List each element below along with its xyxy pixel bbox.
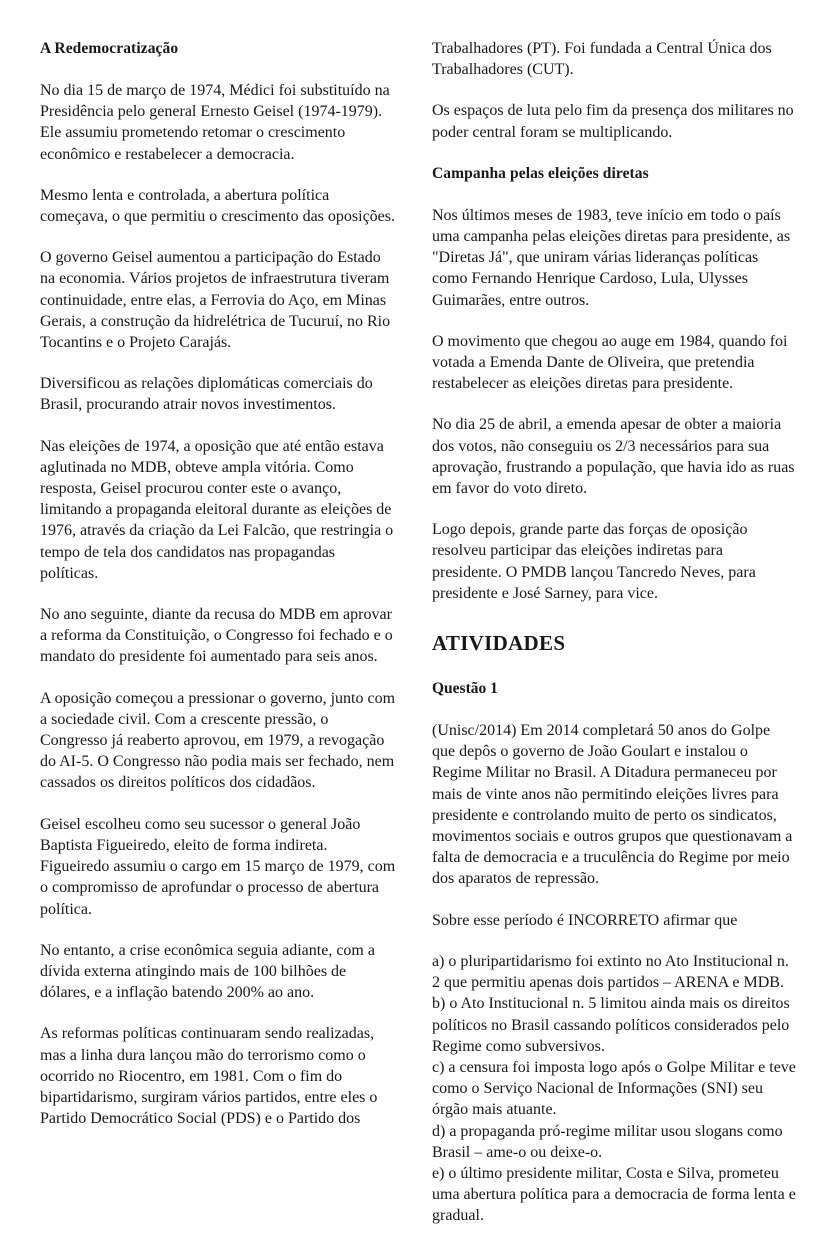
paragraph: No dia 25 de abril, a emenda apesar de obter a maioria dos votos, não conseguiu os 2/3 necessários para sua aprovação, frustrando a população, que havia ido as ruas em favor do voto direto.	[432, 416, 795, 498]
paragraph: No entanto, a crise econômica seguia adiante, com a dívida externa atingindo mais de 100 bilhões de dólares, e a inflação batendo 200% ao ano.	[40, 941, 375, 1002]
paragraph: Os espaços de luta pelo fim da presença dos militares no poder central foram se multiplicando.	[432, 102, 794, 141]
answer-option-a[interactable]: a) o pluripartidarismo foi extinto no Ato Institucional n. 2 que permitiu apenas dois partidos – ARENA e MDB.	[432, 952, 789, 992]
campaign-section-heading: Campanha pelas eleições diretas	[432, 164, 649, 182]
page-title: A Redemocratização	[40, 40, 179, 57]
answer-option-d[interactable]: d) a propaganda pró-regime militar usou slogans como Brasil – ame-o ou deixe-o.	[432, 1122, 783, 1161]
paragraph: No dia 15 de março de 1974, Médici foi substituído na Presidência pelo general Ernesto Geisel (1974-1979). Ele assumiu prometendo retomar o crescimento econômico e restabelecer a democracia.	[40, 82, 390, 163]
question-statement: (Unisc/2014) Em 2014 completará 50 anos do Golpe que depôs o governo de João Goulart e instalou o Regime Militar no Brasil. A Ditadura permaneceu por mais de vinte anos não permitindo eleições livres para presidente e controlando muito de perto os sindicatos, movimentos sociais e outros grupos que questionavam a falta de democracia e a truculência do Regime por meio dos aparatos de repressão.	[432, 722, 793, 888]
paragraph: Trabalhadores (PT). Foi fundada a Central Única dos Trabalhadores (CUT).	[432, 40, 772, 79]
paragraph: As reformas políticas continuaram sendo realizadas, mas a linha dura lançou mão do terrorismo como o ocorrido no Riocentro, em 1981. Com o fim do bipartidarismo, surgiram vários partidos, entre eles o Partido Democrático Social (PDS) e o Partido dos	[40, 1025, 378, 1128]
two-column-layout	[40, 38, 796, 1225]
paragraph: Logo depois, grande parte das forças de oposição resolveu participar das eleições indiretas para presidente. O PMDB lançou Tancredo Neves, para presidente e José Sarney, para vice.	[432, 521, 756, 602]
paragraph: O movimento que chegou ao auge em 1984, quando foi votada a Emenda Dante de Oliveira, que pretendia restabelecer as eleições diretas para presidente.	[432, 332, 788, 393]
paragraph: A oposição começou a pressionar o governo, junto com a sociedade civil. Com a crescente pressão, o Congresso já reaberto aprovou, em 1979, a revogação do AI-5. O Congresso não podia mais ser fechado, nem cassados os direitos políticos dos cidadãos.	[40, 689, 396, 792]
answer-option-e[interactable]: e) o último presidente militar, Costa e Silva, prometeu uma abertura política para a democracia de forma lenta e gradual.	[432, 1164, 796, 1225]
left-column	[40, 38, 396, 1129]
paragraph: O governo Geisel aumentou a participação do Estado na economia. Vários projetos de infraestrutura tiveram continuidade, entre elas, a Ferrovia do Aço, em Minas Gerais, a construção da hidrelétrica de Tucuruí, no Rio Tocantins e o Projeto Carajás.	[40, 249, 391, 352]
answer-options-list	[432, 951, 796, 1227]
question-instruction: Sobre esse período é INCORRETO afirmar que	[432, 911, 738, 929]
paragraph: Mesmo lenta e controlada, a abertura política começava, o que permitiu o crescimento das oposições.	[40, 186, 395, 226]
paragraph: Geisel escolheu como seu sucessor o general João Baptista Figueiredo, eleito de forma indireta. Figueiredo assumiu o cargo em 15 março de 1979, com o compromisso de aprofundar o processo de abertura política.	[40, 815, 396, 918]
paragraph: No ano seguinte, diante da recusa do MDB em aprovar a reforma da Constituição, o Congresso foi fechado e o mandato do presidente foi aumentado para seis anos.	[40, 606, 393, 666]
answer-option-c[interactable]: c) a censura foi imposta logo após o Golpe Militar e teve como o Serviço Nacional de Informações (SNI) seu órgão mais atuante.	[432, 1058, 796, 1119]
answer-option-b[interactable]: b) o Ato Institucional n. 5 limitou ainda mais os direitos políticos no Brasil cassando políticos considerados pelo Regime como subversivos.	[432, 995, 790, 1055]
right-column	[432, 38, 796, 1247]
paragraph: Nos últimos meses de 1983, teve início em todo o país uma campanha pelas eleições diretas para presidente, as "Diretas Já", que uniram várias lideranças políticas como Fernando Henrique Cardoso, Lula, Ulysses Guimarães, entre outros.	[432, 206, 791, 309]
paragraph: Nas eleições de 1974, a oposição que até então estava aglutinada no MDB, obteve ampla vitória. Como resposta, Geisel procurou conter este o avanço, limitando a propaganda eleitoral durante as eleições de 1976, através da criação da Lei Falcão, que restringia o tempo de tela dos candidatos nas propagandas políticas.	[40, 437, 394, 582]
paragraph: Diversificou as relações diplomáticas comerciais do Brasil, procurando atrair novos investimentos.	[40, 375, 373, 414]
activities-heading: ATIVIDADES	[432, 631, 566, 656]
question-heading: Questão 1	[432, 680, 498, 698]
